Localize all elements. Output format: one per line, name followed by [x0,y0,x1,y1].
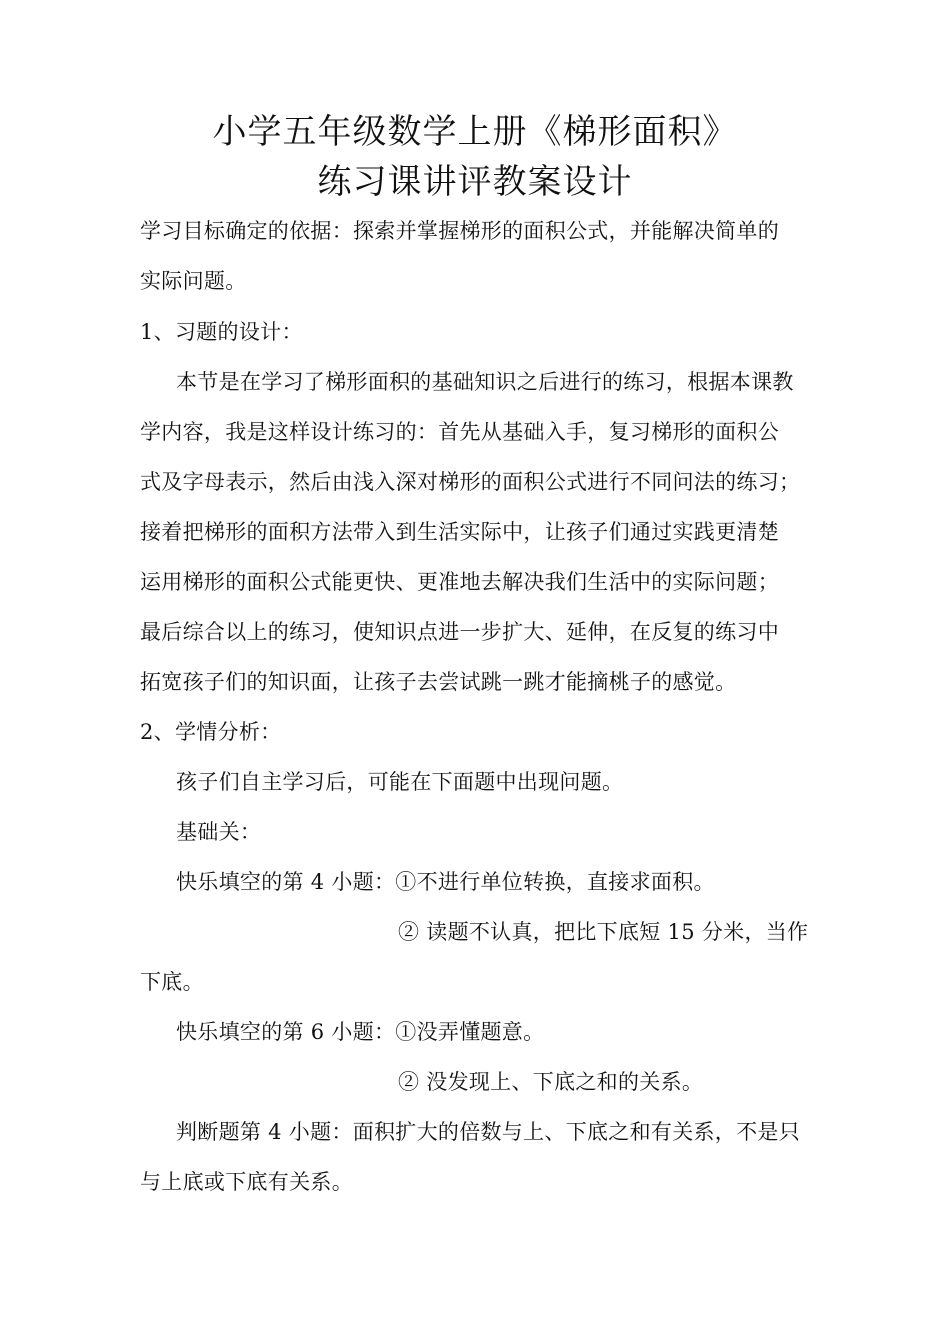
section2-intro: 孩子们自主学习后，可能在下面题中出现问题。 [176,770,624,794]
question4-line-1: 快乐填空的第 4 小题：①不进行单位转换，直接求面积。 [176,870,715,894]
section1-paragraph-line: 式及字母表示，然后由浅入深对梯形的面积公式进行不同问法的练习； [140,470,801,494]
section1-paragraph-line: 接着把梯形的面积方法带入到生活实际中，让孩子们通过实践更清楚 [140,520,779,544]
basic-level-label: 基础关： [176,820,262,844]
judge-question-line-2: 与上底或下底有关系。 [140,1170,353,1194]
title-line-1: 小学五年级数学上册《梯形面积》 [212,112,738,152]
judge-question-line-1: 判断题第 4 小题：面积扩大的倍数与上、下底之和有关系，不是只 [176,1120,801,1144]
section1-heading: 1、习题的设计： [140,320,303,344]
section1-paragraph-line: 运用梯形的面积公式能更快、更准地去解决我们生活中的实际问题； [140,570,779,594]
question6-line-2: ② 没发现上、下底之和的关系。 [398,1070,704,1094]
question4-line-3: 下底。 [140,970,204,994]
objective-line-2: 实际问题。 [140,269,247,293]
section1-paragraph-line: 拓宽孩子们的知识面，让孩子去尝试跳一跳才能摘桃子的感觉。 [140,670,737,694]
section1-paragraph-line: 学内容，我是这样设计练习的：首先从基础入手，复习梯形的面积公 [140,420,779,444]
section1-paragraph-line: 最后综合以上的练习，使知识点进一步扩大、延伸，在反复的练习中 [140,620,779,644]
objective-line-1: 学习目标确定的依据：探索并掌握梯形的面积公式，并能解决简单的 [140,219,779,243]
section2-heading: 2、学情分析： [140,720,282,744]
question6-line-1: 快乐填空的第 6 小题：①没弄懂题意。 [176,1020,545,1044]
title-line-2: 练习课讲评教案设计 [317,162,633,202]
question4-line-2: ② 读题不认真，把比下底短 15 分米，当作 [398,920,809,944]
section1-paragraph-line: 本节是在学习了梯形面积的基础知识之后进行的练习，根据本课教 [176,370,794,394]
